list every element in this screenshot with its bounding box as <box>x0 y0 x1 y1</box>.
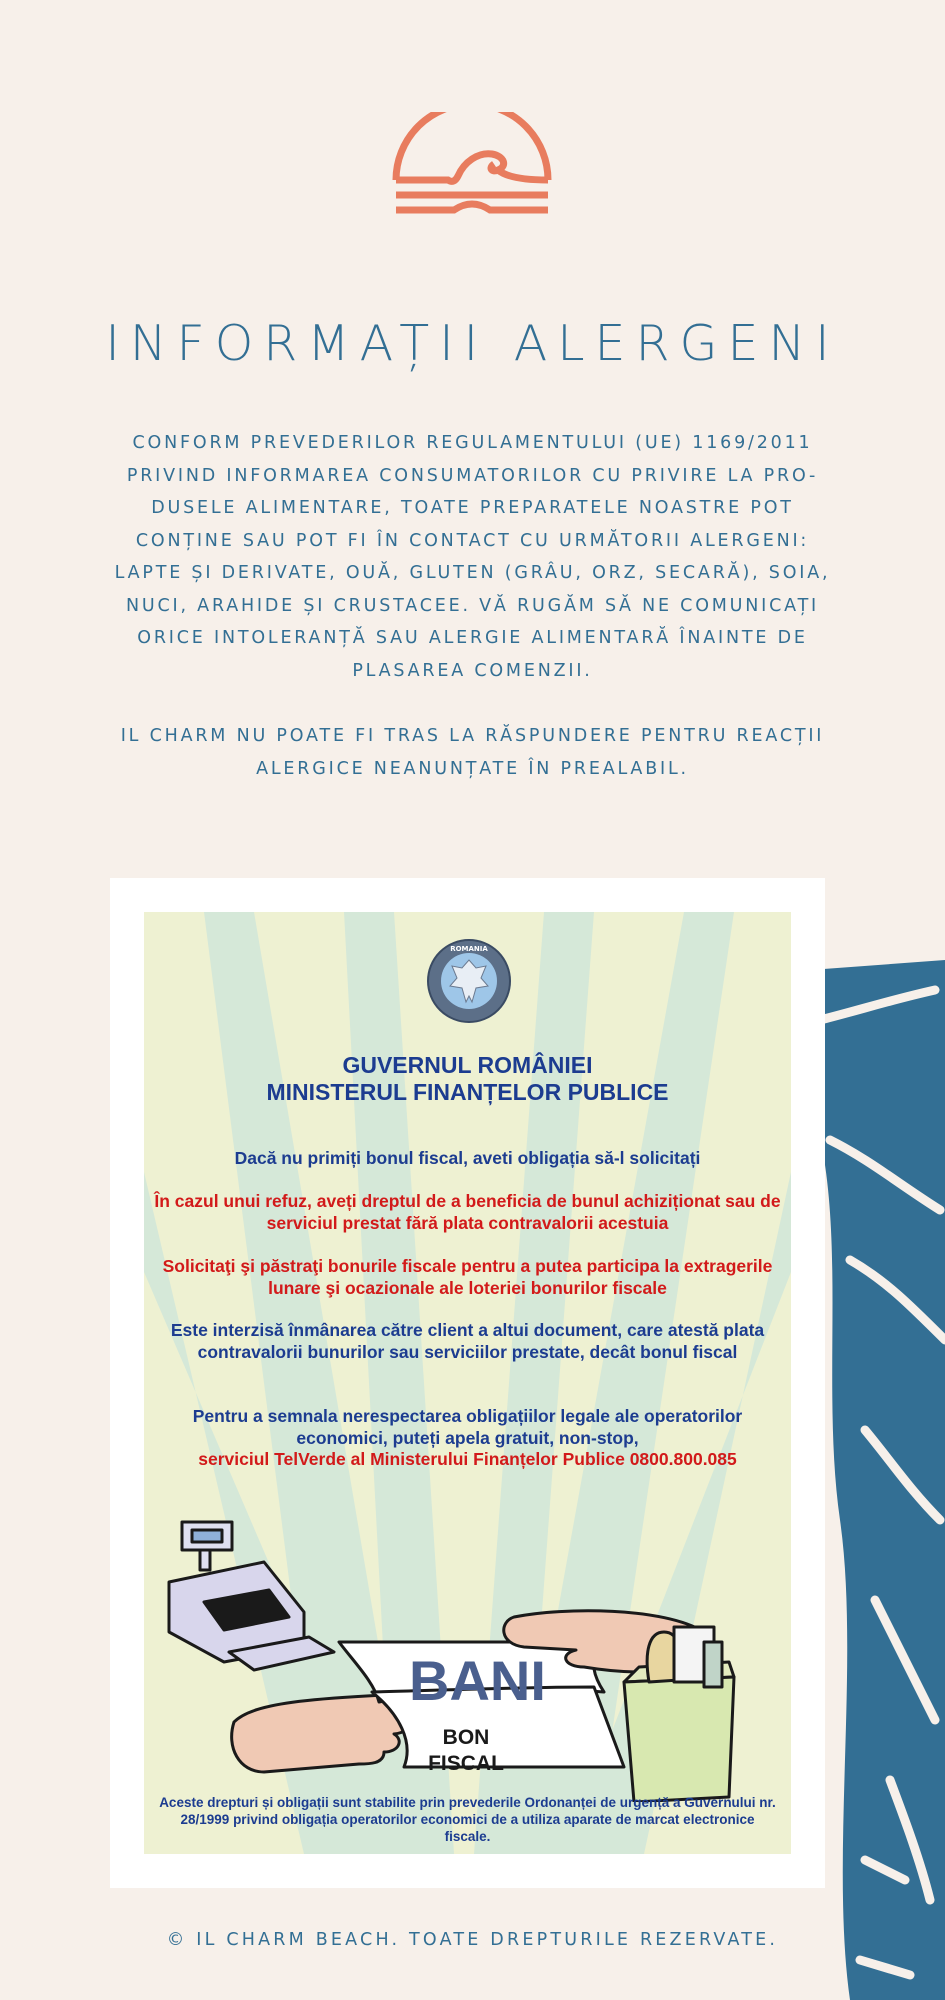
fiscal-receipt-poster <box>144 912 791 1854</box>
poster-footnote: Aceste drepturi și obligații sunt stabilite prin prevederile Ordonanței de urgență a Guvernului nr. 28/1999 privind obligația operatorilor economici de a utiliza aparate de marcat electronice fiscale. <box>159 1795 776 1844</box>
poster-line-telverde: serviciul TelVerde al Ministerului Finanțelor Publice 0800.800.085 <box>198 1449 737 1469</box>
page-title: INFORMAȚII ALERGENI <box>105 315 840 372</box>
poster-line-lottery: Solicitaţi şi păstraţi bonurile fiscale pentru a putea participa la extragerile lunare şi ocazionale ale loteriei bonurilor fiscale <box>162 1256 773 1298</box>
palm-leaf-decoration <box>810 960 945 2000</box>
poster-title-line2: MINISTERUL FINANȚELOR PUBLICE <box>266 1079 669 1105</box>
poster-line-report: Pentru a semnala nerespectarea obligațiilor legale ale operatorilor economici, puteți apela gratuit, non-stop, <box>192 1406 743 1448</box>
fiscal-receipt-poster-frame <box>110 878 825 1888</box>
sun-wave-logo-icon <box>392 112 552 227</box>
liability-disclaimer: IL CHARM NU POATE FI TRAS LA RĂSPUNDERE PENTRU REACȚII ALERGICE NEANUNȚATE ÎN PREALABIL. <box>120 726 825 779</box>
receipt-label-line2: FISCAL <box>428 1752 504 1775</box>
ministry-seal-icon <box>426 938 512 1024</box>
seal-text-top: ROMANIA <box>450 945 488 953</box>
cash-register-illustration <box>144 1502 791 1802</box>
poster-line-refusal-rights: În cazul unui refuz, aveți dreptul de a beneficia de bunul achiziționat sau de serviciul prestat fără plata contravalorii acestuia <box>154 1191 781 1233</box>
money-label: BANI <box>409 1649 546 1712</box>
cash-register-icon <box>169 1522 334 1670</box>
poster-line-forbidden-documents: Este interzisă înmânarea către client a altui document, care atestă plata contravalorii bunurilor sau serviciilor prestate, decât bonul fiscal <box>170 1320 765 1362</box>
footer-copyright: © IL CHARM BEACH. TOATE DREPTURILE REZERVATE. <box>166 1930 779 1950</box>
poster-title-line1: GUVERNUL ROMÂNIEI <box>342 1052 593 1078</box>
poster-line-request-receipt: Dacă nu primiți bonul fiscal, aveti obligația să-l solicitați <box>234 1148 701 1168</box>
receipt-label-line1: BON <box>442 1726 490 1749</box>
allergen-info-paragraph: CONFORM PREVEDERILOR REGULAMENTULUI (UE) 1169/2011 PRIVIND INFORMAREA CONSUMATORILOR CU PRIVIRE LA PRO-DUSELE ALIMENTARE, TOATE PREPARATELE NOASTRE POT CONȚINE SAU POT FI ÎN CONTACT CU URMĂTORII ALERGENI: LAPTE ȘI DERIVATE, OUĂ, GLUTEN (GRÂU, ORZ, SECARĂ), SOIA, NUCI, ARAHIDE ȘI CRUSTACEE. VĂ RUGĂM SĂ NE COMUNICAȚI ORICE INTOLERANȚĂ SAU ALERGIE ALIMENTARĂ ÎNAINTE DE PLASAREA COMENZII. <box>114 433 831 681</box>
